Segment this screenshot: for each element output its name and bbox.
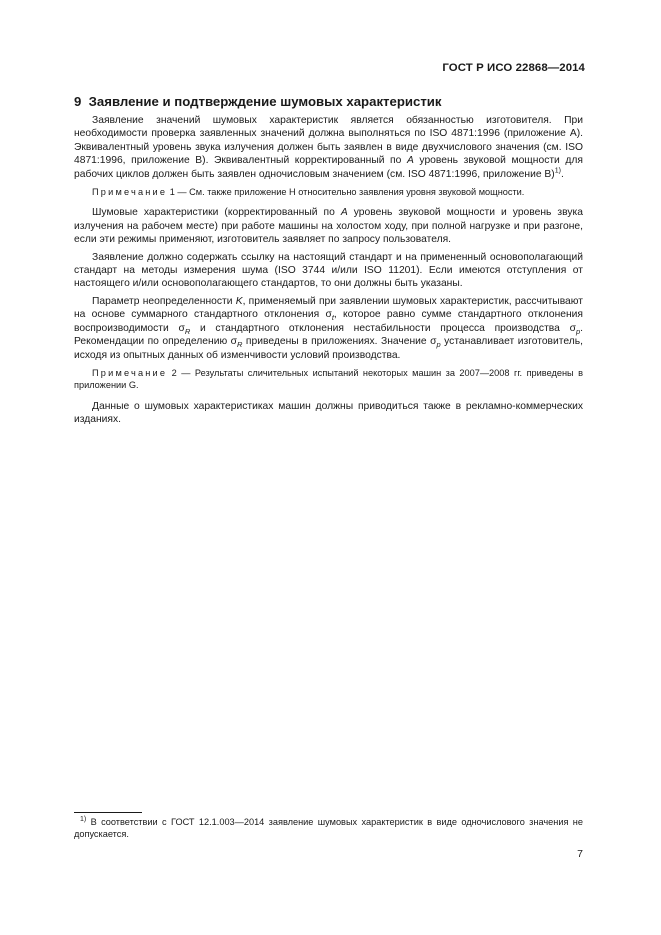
paragraph-declaration: Заявление значений шумовых характеристик является обязанностью изготовителя. При необходимости проверка заявленных значений должна выполняться по ISO 4871:1996 (приложение А). Эквивалентный уровень звука излучения должен быть заявлен в виде двухчислового значения (см. ISO 4871:1996, приложение В). Эквивалентный корректированный по А уровень звуковой мощности для рабочих циклов должен быть заявлен одночисловым значением (см. ISO 4871:1996, приложение В)$^{1)}$. bbox=[74, 115, 583, 180]
note-2: Примечание 2 — Результаты сличительных испытаний некоторых машин за 2007—2008 гг. приведены в приложении G. bbox=[74, 367, 583, 391]
footnote: $^{1)}$ В соответствии с ГОСТ 12.1.003—2014 заявление шумовых характеристик в виде одночислового значения не допускается. bbox=[74, 815, 583, 840]
section-body bbox=[74, 114, 583, 431]
standard-header: ГОСТ Р ИСО 22868—2014 bbox=[442, 62, 585, 74]
note-label: Примечание bbox=[92, 187, 168, 198]
paragraph-advertising: Данные о шумовых характеристиках машин должны приводиться также в рекламно-коммерческих изданиях. bbox=[74, 400, 583, 426]
section-number: 9 bbox=[74, 94, 82, 109]
section-title bbox=[74, 94, 442, 109]
footnote-marker: 1) bbox=[80, 815, 87, 823]
footnote-ref[interactable]: 1) bbox=[554, 167, 561, 175]
footnote-divider bbox=[74, 812, 142, 813]
note-label: Примечание bbox=[92, 367, 168, 378]
section-title-text: Заявление и подтверждение шумовых характеристик bbox=[88, 94, 442, 109]
paragraph-noise-characteristics: Шумовые характеристики (корректированный по А уровень звуковой мощности и уровень звука излучения на рабочем месте) при работе машины на холостом ходу, при полной нагрузке и при разгоне, если эти режимы применяют, изготовитель заявляет по запросу пользователя. bbox=[74, 207, 583, 246]
paragraph-uncertainty: Параметр неопределенности K, применяемый при заявлении шумовых характеристик, рассчитывают на основе суммарного стандартного отклонения $\sigma_t$, которое равно сумме стандартного отклонения воспроизводимости $\sigma_R$ и стандартного отклонения нестабильности процесса производства $\sigma_p$. Рекомендации по определению $\sigma_R$ приведены в приложениях. Значение $\sigma_p$ устанавливает изготовитель, исходя из опытных данных об изменчивости условий производства. bbox=[74, 295, 583, 361]
page-number: 7 bbox=[577, 848, 583, 860]
note-1: Примечание 1 — См. также приложение Н относительно заявления уровня звуковой мощности. bbox=[92, 187, 525, 198]
paragraph-reference: Заявление должно содержать ссылку на настоящий стандарт и на примененный основополагающий стандарт на методы измерения шума (ISO 3744 и/или ISO 11201). Если имеются отступления от настоящего и/или основополагающего стандартов, то они должны быть указаны. bbox=[74, 251, 583, 290]
